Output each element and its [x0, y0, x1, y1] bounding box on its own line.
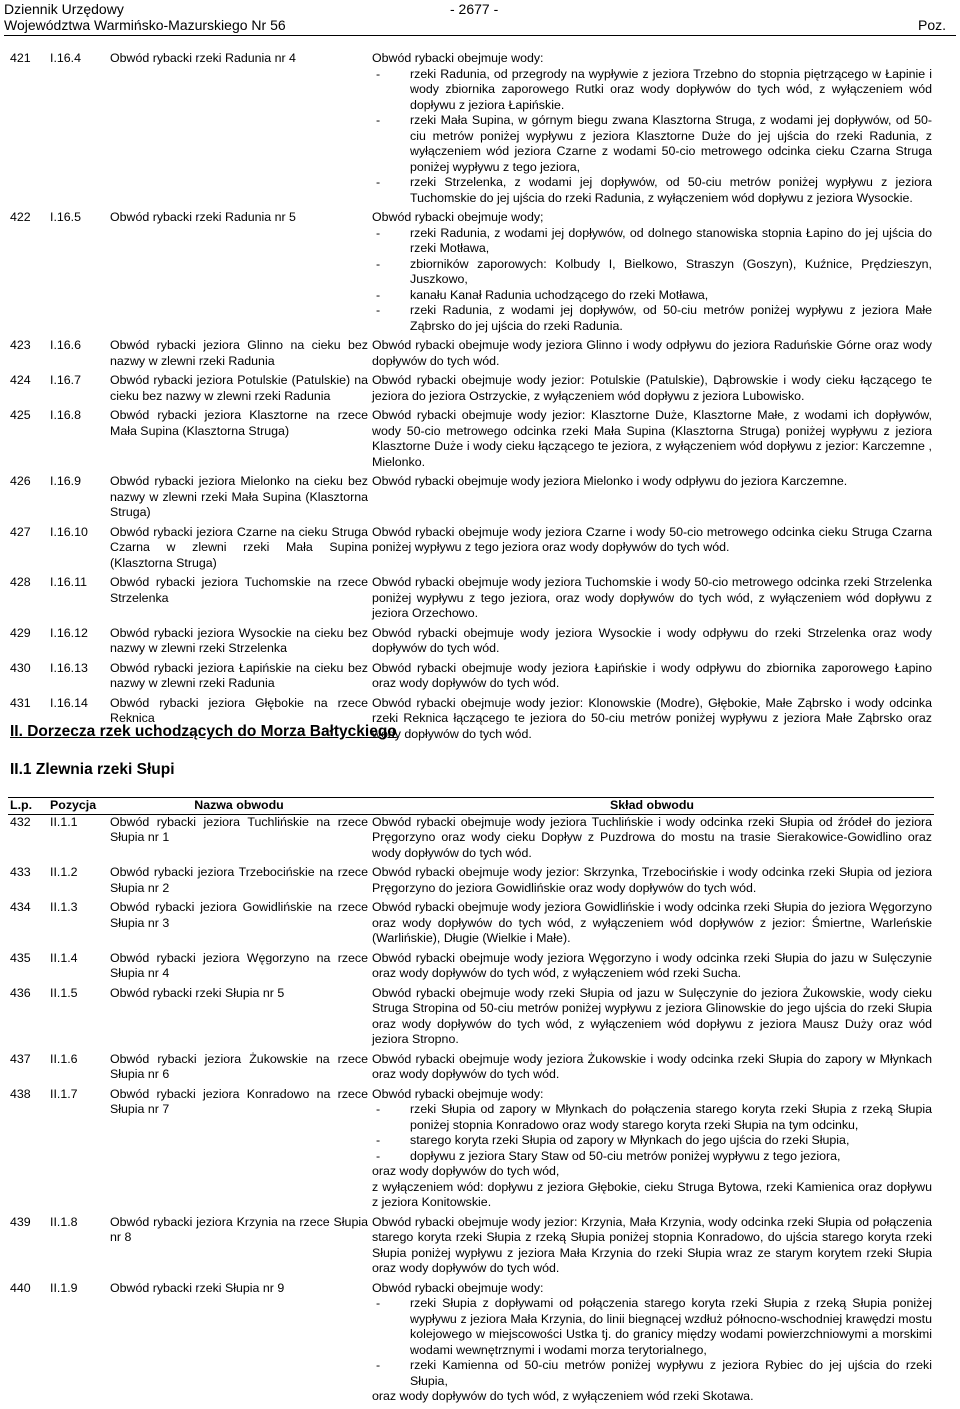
page-number: - 2677 - — [450, 1, 499, 17]
row-position: I.16.14 — [50, 695, 88, 710]
composition-list — [372, 1296, 932, 1389]
district-name: Obwód rybacki jeziora Krzynia na rzece Słupia nr 8 — [110, 1214, 368, 1244]
table-row — [8, 408, 934, 474]
row-position: I.16.10 — [50, 524, 88, 539]
row-number: 427 — [10, 524, 31, 539]
composition-list — [372, 67, 932, 207]
table-row — [8, 1087, 934, 1215]
row-position: I.16.8 — [50, 408, 82, 422]
row-number: 421 — [10, 51, 31, 65]
table-row — [8, 1281, 934, 1409]
table-row — [8, 626, 934, 661]
table-row — [8, 338, 934, 373]
row-number: 423 — [10, 338, 31, 352]
table-header-row — [8, 798, 934, 815]
district-composition — [370, 1281, 934, 1409]
page-header — [0, 0, 960, 36]
composition-item: - rzeki Strzelenka, z wodami jej dopływów, od 50-ciu metrów poniżej wypływu z jeziora Tuchomskie do jej ujścia do rzeki Radunia, z wyłączeniem wód dopływu z jeziora Wysockie. — [372, 175, 932, 206]
composition-intro: Obwód rybacki obejmuje wody; — [372, 210, 544, 224]
composition-intro: Obwód rybacki obejmuje wody: — [372, 51, 544, 65]
district-composition: Obwód rybacki obejmuje wody jezior: Klonowskie (Modre), Głębokie, Małe Ząbrsko i wody odcinka rzeki Reknica łączącego te jeziora do 50-ciu metrów poniżej wypływu z jeziora Małe Ząbrsko oraz wody dopływów do tych wód. — [372, 695, 932, 741]
subsection-title: II.1 Zlewnia rzeki Słupi — [10, 761, 175, 778]
district-name: Obwód rybacki jeziora Konradowo na rzece Słupia nr 7 — [110, 1086, 368, 1116]
table-row — [8, 661, 934, 696]
district-name: Obwód rybacki rzeki Słupia nr 5 — [110, 985, 285, 1000]
district-name: Obwód rybacki jeziora Tuchlińskie na rzece Słupia nr 1 — [110, 814, 368, 844]
district-name: Obwód rybacki jeziora Glinno na cieku bez nazwy w zlewni rzeki Radunia — [110, 338, 368, 368]
row-position: II.1.3 — [50, 900, 78, 914]
table-row — [8, 986, 934, 1052]
row-position: II.1.8 — [50, 1214, 78, 1229]
table-row — [8, 814, 934, 865]
district-name: Obwód rybacki jeziora Mielonko na cieku bez nazwy w zlewni rzeki Mała Supina (Klasztorna Struga) — [110, 474, 368, 519]
district-composition: Obwód rybacki obejmuje wody jeziora Żukowskie i wody odcinka rzeki Słupia do zapory w Młynkach oraz wody dopływów do tych wód. — [372, 1051, 932, 1081]
table-row — [8, 525, 934, 576]
column-header-name: Nazwa obwodu — [108, 798, 370, 815]
row-number: 429 — [10, 625, 31, 640]
district-composition — [370, 210, 934, 338]
district-composition — [370, 51, 934, 210]
table-row — [8, 210, 934, 338]
composition-item: - zbiorników zaporowych: Kolbudy I, Bielkowo, Straszyn (Goszyn), Kuźnice, Prędzieszyn, Juszkowo, — [372, 257, 932, 288]
row-position: II.1.9 — [50, 1280, 78, 1295]
composition-item: - rzeki Słupia z dopływami od połączenia starego koryta rzeki Słupia z rzeką Słupia poniżej wypływu z jeziora Mała Krzynia, do linii biegnącej wzdłuż północno-wschodniej krawędzi mostu kolejowego w miejscowości Ustka tj. do granicy między wodami powierzchniowymi a morskimi wodami wewnętrznymi i wodami morza terytorialnego, — [372, 1296, 932, 1358]
district-composition: Obwód rybacki obejmuje wody jeziora Mielonko i wody odpływu do jeziora Karczemne. — [372, 474, 848, 488]
district-name: Obwód rybacki jeziora Gowidlińskie na rzece Słupia nr 3 — [110, 900, 368, 930]
row-number: 433 — [10, 865, 31, 879]
district-name: Obwód rybacki rzeki Słupia nr 9 — [110, 1280, 285, 1295]
row-position: II.1.4 — [50, 950, 78, 965]
district-composition: Obwód rybacki obejmuje wody jeziora Węgorzyno i wody odcinka rzeki Słupia do jazu w Sulęczynie oraz wody dopływów do tych wód, z wyłączeniem wód rzeki Sucha. — [372, 950, 932, 980]
row-number: 436 — [10, 985, 31, 1000]
table-row — [8, 951, 934, 986]
row-position: I.16.4 — [50, 51, 82, 65]
district-composition: Obwód rybacki obejmuje wody jeziora Glinno i wody odpływu do jeziora Raduńskie Górne oraz wody dopływów do tych wód. — [372, 338, 932, 368]
table-row — [8, 474, 934, 525]
district-composition: Obwód rybacki obejmuje wody jezior: Skrzynka, Trzebocińskie i wody odcinka rzeki Słupia od jeziora Pręgorzyno do jeziora Gowidlińskie oraz wody dopływów do tych wód. — [372, 865, 932, 895]
row-position: II.1.6 — [50, 1051, 78, 1066]
row-number: 437 — [10, 1051, 31, 1066]
composition-item: - rzeki Mała Supina, w górnym biegu zwana Klasztorna Struga, z wodami jej dopływów, od 50-ciu metrów poniżej wypływu z jeziora Klasztorne Duże do jej ujścia do rzeki Radunia, z wyłączeniem wód jeziora Czarne z wodami 50-cio metrowego odcinka cieku Czarna Struga poniżej wypływu z tego jeziora, — [372, 113, 932, 175]
row-number: 428 — [10, 575, 31, 589]
district-name: Obwód rybacki jeziora Wysockie na cieku bez nazwy w zlewni rzeki Strzelenka — [110, 625, 368, 655]
district-composition: Obwód rybacki obejmuje wody jeziora Tuchomskie i wody 50-cio metrowego odcinka rzeki Strzelenka poniżej wypływu z tego jeziora, oraz wody dopływów do tych wód, z wyłączeniem wód dopływu z jeziora Orzechowo. — [372, 575, 932, 620]
row-position: I.16.11 — [50, 575, 87, 589]
composition-item: - starego koryta rzeki Słupia od zapory w Młynkach do jego ujścia do rzeki Słupia, — [372, 1133, 932, 1149]
district-name: Obwód rybacki jeziora Żukowskie na rzece Słupia nr 6 — [110, 1051, 368, 1081]
table-row — [8, 1215, 934, 1281]
row-number: 424 — [10, 373, 31, 387]
row-number: 435 — [10, 950, 31, 965]
journal-title: Dziennik Urzędowy — [4, 1, 124, 17]
voivodeship-title: Województwa Warmińsko-Mazurskiego Nr 56 — [4, 17, 286, 33]
district-composition: Obwód rybacki obejmuje wody jeziora Czarne i wody 50-cio metrowego odcinka cieku Struga Czarna poniżej wypływu z tego jeziora oraz wody dopływów do tych wód. — [372, 524, 932, 554]
table-row — [8, 865, 934, 900]
district-name: Obwód rybacki jeziora Łapińskie na cieku bez nazwy w zlewni rzeki Radunia — [110, 660, 368, 690]
composition-item: - rzeki Radunia, z wodami jej dopływów, od dolnego stanowiska stopnia Łapino do jej ujścia do rzeki Motława, — [372, 226, 932, 257]
row-position: II.1.1 — [50, 814, 78, 829]
column-header-composition: Skład obwodu — [370, 798, 934, 815]
row-position: I.16.12 — [50, 625, 88, 640]
row-position: I.16.7 — [50, 373, 82, 387]
districts-table-continued — [8, 51, 934, 746]
table-row — [8, 373, 934, 408]
table-row — [8, 51, 934, 210]
table-row — [8, 1052, 934, 1087]
composition-intro: Obwód rybacki obejmuje wody: — [372, 1280, 544, 1295]
position-label: Poz. — [918, 17, 947, 33]
table-row — [8, 900, 934, 951]
district-composition: Obwód rybacki obejmuje wody jezior: Potulskie (Patulskie), Dąbrowskie i wody cieku łączącego te jeziora do jeziora Ostrzyckie, z wyłączeniem wód dopływu z jeziora Lubowisko. — [372, 373, 932, 403]
district-name: Obwód rybacki jeziora Tuchomskie na rzece Strzelenka — [110, 575, 368, 605]
row-position: I.16.9 — [50, 474, 82, 488]
districts-table-slupia — [8, 797, 934, 1409]
district-composition: Obwód rybacki obejmuje wody jeziora Łapińskie i wody odpływu do zbiornika zaporowego Łapino oraz wody dopływów do tych wód. — [372, 660, 932, 690]
composition-item: - rzeki Słupia od zapory w Młynkach do połączenia starego koryta rzeki Słupia z rzeką Słupia poniżej stopnia Konradowo oraz wody starego koryta rzeki Słupia na tym odcinku, — [372, 1102, 932, 1133]
district-composition — [370, 1087, 934, 1215]
district-name: Obwód rybacki jeziora Czarne na cieku Struga Czarna w zlewni rzeki Mała Supina (Klasztorna Struga) — [110, 524, 368, 570]
district-composition: Obwód rybacki obejmuje wody rzeki Słupia od jazu w Sulęczynie do jeziora Żukowskie, wody cieku Struga Stropina od 50-ciu metrów poniżej wypływu z jeziora Glinowskie do jego ujścia do rzeki Słupia oraz wody dopływów do tych wód, z wyłączeniem wód dopływu z jeziora Mausz Duży oraz wód jeziora Stropno. — [372, 985, 932, 1046]
composition-outro-exclusion: z wyłączeniem wód: dopływu z jeziora Głębokie, cieku Struga Bytowa, rzeki Kamienica oraz dopływu z jeziora Konitowskie. — [372, 1179, 932, 1209]
district-name: Obwód rybacki jeziora Potulskie (Patulskie) na cieku bez nazwy w zlewni rzeki Radunia — [110, 373, 368, 403]
composition-item: - rzeki Radunia, od przegrody na wypływie z jeziora Trzebno do stopnia piętrzącego w Łapinie i wody zbiornika zaporowego Rutki oraz wody dopływów do tych wód, z wyłączeniem wód dopływu z jeziora Łapińskie. — [372, 67, 932, 114]
row-position: I.16.5 — [50, 210, 82, 224]
district-name: Obwód rybacki rzeki Radunia nr 4 — [110, 51, 296, 65]
row-position: I.16.13 — [50, 660, 88, 675]
row-number: 431 — [10, 695, 31, 710]
composition-outro: oraz wody dopływów do tych wód, z wyłączeniem wód rzeki Skotawa. — [372, 1389, 754, 1403]
row-number: 439 — [10, 1214, 31, 1229]
district-composition: Obwód rybacki obejmuje wody jezior: Krzynia, Mała Krzynia, wody odcinka rzeki Słupia od połączenia starego koryta rzeki Słupia z rzeką Słupia poniżej stopnia Konradowo, do ujścia starego koryta rzeki Słupia poniżej wypływu z jeziora Mała Krzynia do rzeki Słupia wraz ze starym korytem rzeki Słupia oraz wody dopływów do tych wód. — [372, 1214, 932, 1275]
composition-outro: oraz wody dopływów do tych wód, — [372, 1164, 560, 1178]
composition-item: - kanału Kanał Radunia uchodzącego do rzeki Motława, — [372, 288, 932, 304]
row-position: I.16.6 — [50, 338, 82, 352]
district-composition: Obwód rybacki obejmuje wody jeziora Wysockie i wody odpływu do rzeki Strzelenka oraz wody dopływów do tych wód. — [372, 625, 932, 655]
row-number: 426 — [10, 474, 31, 488]
composition-list — [372, 1102, 932, 1164]
district-composition: Obwód rybacki obejmuje wody jeziora Gowidlińskie i wody odcinka rzeki Słupia do jeziora Węgorzyno oraz wody dopływów do tych wód, z wyłączeniem wód dopływów z jezior: Śmiertne, Warleńskie (Warlińskie), Długie (Wielkie i Małe). — [372, 900, 932, 945]
row-number: 422 — [10, 210, 31, 224]
row-position: II.1.2 — [50, 865, 78, 879]
district-name: Obwód rybacki rzeki Radunia nr 5 — [110, 210, 296, 224]
district-name: Obwód rybacki jeziora Węgorzyno na rzece Słupia nr 4 — [110, 950, 368, 980]
column-header-lp: L.p. — [8, 798, 48, 815]
composition-item: - dopływu z jeziora Stary Staw od 50-ciu metrów poniżej wypływu z tego jeziora, — [372, 1149, 932, 1165]
composition-item: - rzeki Radunia, z wodami jej dopływów, od 50-ciu metrów poniżej wypływu z jeziora Małe Ząbrsko do jej ujścia do rzeki Radunia. — [372, 303, 932, 334]
district-name: Obwód rybacki jeziora Głębokie na rzece Reknica — [110, 695, 368, 725]
row-number: 432 — [10, 814, 31, 829]
header-rule — [4, 35, 956, 36]
row-number: 438 — [10, 1086, 31, 1101]
row-number: 434 — [10, 900, 31, 914]
district-composition: Obwód rybacki obejmuje wody jezior: Klasztorne Duże, Klasztorne Małe, z wodami ich dopływów, wody 50-cio metrowego odcinka rzeki Mała Supina (Klasztorna Struga) poniżej wypływu z jeziora Klasztorne Duże i wody cieku łączącego te jeziora, z wyłączeniem wód dopływu z jezior: Karczemne , Mielonko. — [372, 408, 932, 469]
district-composition: Obwód rybacki obejmuje wody jeziora Tuchlińskie i wody odcinka rzeki Słupia od źródeł do jeziora Pręgorzyno oraz wody cieku Dopływ z Puzdrowa do mostu na trasie Sierakowice-Gowidlino oraz wody dopływów do tych wód. — [372, 814, 932, 860]
row-position: II.1.5 — [50, 985, 78, 1000]
row-number: 440 — [10, 1280, 31, 1295]
column-header-position: Pozycja — [48, 798, 108, 815]
section-title: II. Dorzecza rzek uchodzących do Morza Bałtyckiego — [10, 723, 397, 740]
table-row — [8, 575, 934, 626]
row-number: 430 — [10, 660, 31, 675]
district-name: Obwód rybacki jeziora Trzebocińskie na rzece Słupia nr 2 — [110, 865, 368, 895]
composition-intro: Obwód rybacki obejmuje wody: — [372, 1086, 544, 1101]
composition-item: - rzeki Kamienna od 50-ciu metrów poniżej wypływu z jeziora Rybiec do jej ujścia do rzeki Słupia, — [372, 1358, 932, 1389]
district-name: Obwód rybacki jeziora Klasztorne na rzece Mała Supina (Klasztorna Struga) — [110, 408, 368, 438]
row-position: II.1.7 — [50, 1086, 78, 1101]
composition-list — [372, 226, 932, 335]
row-number: 425 — [10, 408, 31, 422]
